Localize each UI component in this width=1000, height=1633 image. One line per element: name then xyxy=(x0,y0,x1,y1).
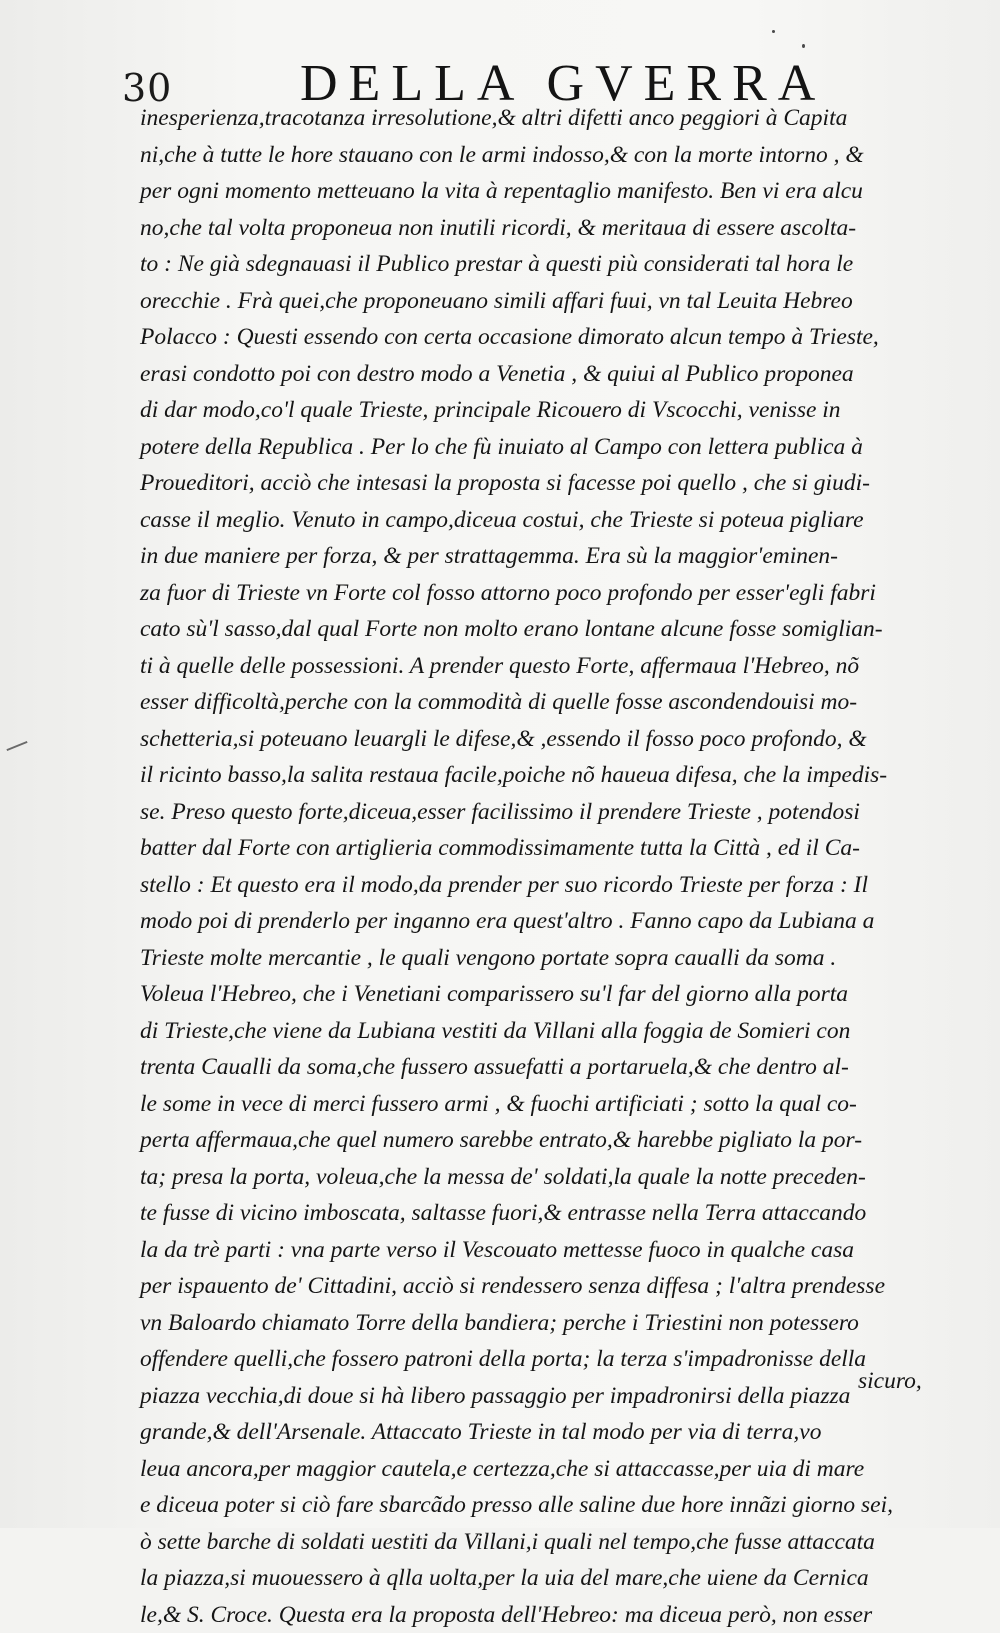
text-line: erasi condotto poi con destro modo a Venetia , & quiui al Publico proponea xyxy=(140,356,940,393)
text-line: se. Preso questo forte,diceua,esser facilissimo il prendere Trieste , potendosi xyxy=(140,794,940,831)
ink-speck xyxy=(802,44,805,48)
text-line: ò sette barche di soldati uestiti da Villani,i quali nel tempo,che fusse attaccata xyxy=(140,1524,940,1561)
text-line: per ispauento de' Cittadini, acciò si rendessero senza diffesa ; l'altra prendesse xyxy=(140,1268,940,1305)
running-head: DELLA GVERRA xyxy=(300,54,780,113)
text-line: la da trè parti : vna parte verso il Vescouato mettesse fuoco in qualche casa xyxy=(140,1232,940,1269)
text-line: piazza vecchia,di doue si hà libero passaggio per impadronirsi della piazza xyxy=(140,1378,940,1415)
text-line: casse il meglio. Venuto in campo,diceua costui, che Trieste si poteua pigliare xyxy=(140,502,940,539)
text-line: per ogni momento metteuano la vita à repentaglio manifesto. Ben vi era alcu xyxy=(140,173,940,210)
text-line: in due maniere per forza, & per strattagemma. Era sù la maggior'eminen- xyxy=(140,538,940,575)
text-line: offendere quelli,che fossero patroni della porta; la terza s'impadronisse della xyxy=(140,1341,940,1378)
text-line: esser difficoltà,perche con la commodità di quelle fosse ascondendouisi mo- xyxy=(140,684,940,721)
text-line: cato sù'l sasso,dal qual Forte non molto erano lontane alcune fosse somiglian- xyxy=(140,611,940,648)
text-line: Polacco : Questi essendo con certa occasione dimorato alcun tempo à Trieste, xyxy=(140,319,940,356)
text-line: le some in vece di merci fussero armi , & fuochi artificiati ; sotto la qual co- xyxy=(140,1086,940,1123)
text-line: stello : Et questo era il modo,da prender per suo ricordo Trieste per forza : Il xyxy=(140,867,940,904)
text-line: leua ancora,per maggior cautela,e certezza,che si attaccasse,per uia di mare xyxy=(140,1451,940,1488)
ink-speck xyxy=(772,30,775,33)
text-line: za fuor di Trieste vn Forte col fosso attorno poco profondo per esser'egli fabri xyxy=(140,575,940,612)
text-line: perta affermaua,che quel numero sarebbe entrato,& harebbe pigliato la por- xyxy=(140,1122,940,1159)
text-line: no,che tal volta proponeua non inutili ricordi, & meritaua di essere ascolta- xyxy=(140,210,940,247)
body-text xyxy=(140,100,940,1633)
text-line: batter dal Forte con artiglieria commodissimamente tutta la Città , ed il Ca- xyxy=(140,830,940,867)
page-number: 30 xyxy=(122,66,172,110)
text-line: il ricinto basso,la salita restaua facile,poiche nõ haueua difesa, che la impedis- xyxy=(140,757,940,794)
text-line: trenta Caualli da soma,che fussero assuefatti a portaruela,& che dentro al- xyxy=(140,1049,940,1086)
text-line: ni,che à tutte le hore stauano con le armi indosso,& con la morte intorno , & xyxy=(140,137,940,174)
text-line: to : Ne già sdegnauasi il Publico prestar à questi più considerati tal hora le xyxy=(140,246,940,283)
text-line: inesperienza,tracotanza irresolutione,& altri difetti anco peggiori à Capita xyxy=(140,100,940,137)
text-line: le,& S. Croce. Questa era la proposta dell'Hebreo: ma diceua però, non esser xyxy=(140,1597,940,1633)
margin-mark xyxy=(6,741,27,751)
text-line: di Trieste,che viene da Lubiana vestiti da Villani alla foggia de Somieri con xyxy=(140,1013,940,1050)
text-line: vn Baloardo chiamato Torre della bandiera; perche i Triestini non potessero xyxy=(140,1305,940,1342)
text-line: schetteria,si poteuano leuargli le difese,& ,essendo il fosso poco profondo, & xyxy=(140,721,940,758)
text-line: grande,& dell'Arsenale. Attaccato Trieste in tal modo per via di terra,vo xyxy=(140,1414,940,1451)
catchword: sicuro, xyxy=(858,1368,922,1395)
text-line: te fusse di vicino imboscata, saltasse fuori,& entrasse nella Terra attaccando xyxy=(140,1195,940,1232)
text-line: e diceua poter si ciò fare sbarcãdo presso alle saline due hore innãzi giorno sei, xyxy=(140,1487,940,1524)
text-line: potere della Republica . Per lo che fù inuiato al Campo con lettera publica à xyxy=(140,429,940,466)
text-line: la piazza,si muouessero à qlla uolta,per la uia del mare,che uiene da Cernica xyxy=(140,1560,940,1597)
text-line: di dar modo,co'l quale Trieste, principale Ricouero di Vscocchi, venisse in xyxy=(140,392,940,429)
text-line: orecchie . Frà quei,che proponeuano simili affari fuui, vn tal Leuita Hebreo xyxy=(140,283,940,320)
text-line: ti à quelle delle possessioni. A prender questo Forte, affermaua l'Hebreo, nõ xyxy=(140,648,940,685)
text-line: Proueditori, acciò che intesasi la proposta si facesse poi quello , che si giudi- xyxy=(140,465,940,502)
text-line: ta; presa la porta, voleua,che la messa de' soldati,la quale la notte preceden- xyxy=(140,1159,940,1196)
text-line: modo poi di prenderlo per inganno era quest'altro . Fanno capo da Lubiana a xyxy=(140,903,940,940)
text-line: Trieste molte mercantie , le quali vengono portate sopra caualli da soma . xyxy=(140,940,940,977)
text-line: Voleua l'Hebreo, che i Venetiani comparissero su'l far del giorno alla porta xyxy=(140,976,940,1013)
